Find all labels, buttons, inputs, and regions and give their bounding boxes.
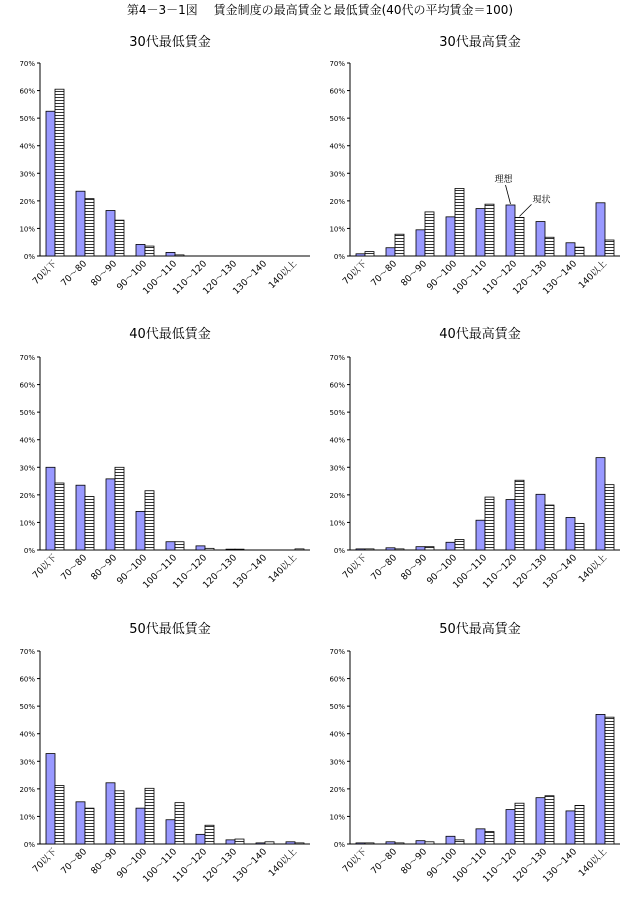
category-label: 80～90 — [89, 847, 120, 877]
bar-hatched — [365, 549, 374, 550]
bar-hatched — [455, 540, 464, 550]
y-tick-label: 60% — [329, 87, 345, 96]
annotation-label-ideal: 理想 — [494, 174, 513, 185]
category-label: 120～130 — [201, 847, 240, 885]
bar-solid — [46, 111, 55, 256]
bar-solid — [46, 467, 55, 550]
bar-solid — [596, 714, 605, 844]
category-label: 100～110 — [141, 847, 180, 885]
bar-hatched — [145, 246, 154, 256]
bar-hatched — [545, 505, 554, 550]
bar-hatched — [395, 549, 404, 550]
bar-solid — [356, 843, 365, 844]
bar-solid — [196, 546, 205, 550]
y-tick-label: 20% — [19, 197, 35, 206]
category-label: 110～120 — [481, 553, 520, 591]
bar-solid — [356, 549, 365, 550]
bar-hatched — [85, 808, 94, 844]
bar-hatched — [55, 89, 64, 256]
bar-hatched — [575, 805, 584, 844]
y-tick-label: 10% — [19, 225, 35, 234]
bar-hatched — [575, 247, 584, 256]
y-tick-label: 60% — [329, 675, 345, 684]
chart-panel — [19, 326, 310, 591]
category-label: 120～130 — [511, 847, 550, 885]
category-label: 100～110 — [451, 259, 490, 297]
category-label: 90～100 — [425, 259, 460, 293]
y-tick-label: 40% — [329, 142, 345, 151]
category-label: 70以下 — [341, 259, 370, 287]
category-label: 80～90 — [399, 259, 430, 289]
y-tick-label: 0% — [23, 841, 35, 849]
bar-hatched — [365, 252, 374, 256]
bar-solid — [536, 798, 545, 844]
bar-solid — [136, 808, 145, 844]
category-label: 130～140 — [541, 553, 580, 591]
category-label: 120～130 — [201, 259, 240, 297]
bar-solid — [76, 802, 85, 844]
y-tick-label: 50% — [329, 115, 345, 124]
annotation-label-current: 現状 — [532, 195, 551, 206]
category-label: 80～90 — [399, 847, 430, 877]
bar-hatched — [55, 786, 64, 844]
y-tick-label: 10% — [19, 813, 35, 822]
category-label: 110～120 — [171, 259, 210, 297]
bar-solid — [416, 230, 425, 256]
y-tick-label: 0% — [23, 547, 35, 555]
category-label: 140以上 — [267, 553, 300, 586]
bar-solid — [596, 203, 605, 256]
y-tick-label: 20% — [19, 785, 35, 794]
bar-solid — [286, 842, 295, 844]
bar-hatched — [175, 803, 184, 844]
category-label: 90～100 — [115, 259, 150, 293]
bar-hatched — [395, 843, 404, 844]
y-tick-label: 30% — [19, 464, 35, 473]
bar-hatched — [115, 791, 124, 844]
y-tick-label: 0% — [23, 253, 35, 261]
chart-title: 30代最低賃金 — [129, 35, 211, 50]
chart-title: 40代最高賃金 — [439, 327, 521, 342]
category-label: 140以上 — [577, 259, 610, 292]
y-tick-label: 10% — [329, 813, 345, 822]
bar-hatched — [365, 843, 374, 844]
bar-solid — [166, 820, 175, 844]
bar-solid — [166, 542, 175, 550]
bar-solid — [386, 548, 395, 550]
y-tick-label: 20% — [329, 197, 345, 206]
category-label: 70以下 — [31, 259, 60, 287]
bar-hatched — [205, 548, 214, 550]
bar-hatched — [235, 839, 244, 844]
category-label: 140以上 — [267, 259, 300, 292]
category-label: 120～130 — [511, 553, 550, 591]
bar-hatched — [515, 480, 524, 550]
bar-hatched — [145, 788, 154, 844]
category-label: 70～80 — [369, 553, 400, 583]
bar-hatched — [485, 204, 494, 256]
category-label: 130～140 — [231, 847, 270, 885]
bar-solid — [136, 511, 145, 550]
bar-hatched — [145, 491, 154, 550]
chart-title: 30代最高賃金 — [439, 35, 521, 50]
chart-title: 50代最高賃金 — [439, 622, 521, 637]
bar-solid — [506, 810, 515, 844]
annotation-pointer — [520, 204, 532, 216]
bar-hatched — [485, 832, 494, 844]
bar-solid — [446, 542, 455, 550]
category-label: 130～140 — [541, 259, 580, 297]
y-tick-label: 30% — [19, 170, 35, 179]
bar-hatched — [395, 234, 404, 256]
category-label: 70以下 — [31, 553, 60, 581]
category-label: 120～130 — [201, 553, 240, 591]
category-label: 110～120 — [171, 553, 210, 591]
y-tick-label: 60% — [19, 381, 35, 390]
category-label: 130～140 — [231, 553, 270, 591]
bar-hatched — [425, 547, 434, 550]
bar-solid — [386, 842, 395, 844]
bar-hatched — [545, 796, 554, 844]
y-tick-label: 30% — [329, 170, 345, 179]
bar-solid — [356, 254, 365, 256]
y-tick-label: 10% — [19, 519, 35, 528]
annotation-pointer — [506, 185, 511, 204]
bar-hatched — [295, 843, 304, 844]
category-label: 80～90 — [399, 553, 430, 583]
bar-solid — [446, 836, 455, 844]
y-tick-label: 40% — [19, 436, 35, 445]
bar-hatched — [515, 803, 524, 844]
bar-solid — [106, 479, 115, 550]
bar-solid — [596, 458, 605, 550]
category-label: 140以上 — [577, 553, 610, 586]
y-tick-label: 60% — [329, 381, 345, 390]
category-label: 100～110 — [451, 847, 490, 885]
category-label: 90～100 — [115, 847, 150, 881]
y-tick-label: 50% — [19, 115, 35, 124]
bar-hatched — [205, 825, 214, 844]
y-tick-label: 20% — [329, 785, 345, 794]
bar-hatched — [455, 188, 464, 256]
bar-hatched — [115, 467, 124, 550]
category-label: 140以上 — [577, 847, 610, 880]
category-label: 100～110 — [451, 553, 490, 591]
bar-solid — [566, 811, 575, 844]
y-tick-label: 70% — [19, 60, 35, 68]
y-tick-label: 50% — [329, 703, 345, 712]
bar-solid — [476, 520, 485, 550]
bar-solid — [386, 248, 395, 256]
bar-solid — [256, 843, 265, 844]
bar-solid — [416, 841, 425, 844]
bar-solid — [106, 211, 115, 256]
y-tick-label: 70% — [19, 354, 35, 362]
y-tick-label: 50% — [19, 409, 35, 418]
bar-hatched — [55, 483, 64, 550]
bar-solid — [566, 243, 575, 256]
y-tick-label: 30% — [329, 758, 345, 767]
bar-hatched — [545, 237, 554, 256]
y-tick-label: 70% — [329, 354, 345, 362]
y-tick-label: 10% — [329, 519, 345, 528]
bar-solid — [76, 485, 85, 550]
bar-hatched — [605, 240, 614, 256]
category-label: 110～120 — [481, 847, 520, 885]
bar-solid — [226, 840, 235, 844]
bar-hatched — [85, 199, 94, 256]
category-label: 140以上 — [267, 847, 300, 880]
category-label: 80～90 — [89, 259, 120, 289]
category-label: 70～80 — [369, 259, 400, 289]
bar-hatched — [605, 717, 614, 844]
bar-hatched — [485, 497, 494, 550]
chart-title: 40代最低賃金 — [129, 327, 211, 342]
bar-hatched — [85, 497, 94, 550]
y-tick-label: 70% — [329, 648, 345, 656]
bar-solid — [136, 244, 145, 256]
y-tick-label: 40% — [19, 142, 35, 151]
chart-title: 50代最低賃金 — [129, 622, 211, 637]
chart-panel — [19, 34, 310, 297]
bar-solid — [166, 252, 175, 256]
category-label: 90～100 — [425, 847, 460, 881]
y-tick-label: 0% — [333, 841, 345, 849]
y-tick-label: 10% — [329, 225, 345, 234]
bar-solid — [76, 191, 85, 256]
bar-solid — [226, 549, 235, 550]
category-label: 100～110 — [141, 259, 180, 297]
bar-solid — [506, 500, 515, 550]
chart-panel — [19, 621, 310, 885]
bar-hatched — [175, 255, 184, 256]
y-tick-label: 20% — [19, 491, 35, 500]
category-label: 70～80 — [59, 553, 90, 583]
chart-panel — [329, 326, 620, 591]
bar-solid — [106, 783, 115, 844]
y-tick-label: 70% — [19, 648, 35, 656]
bar-solid — [416, 547, 425, 550]
category-label: 70以下 — [341, 553, 370, 581]
bar-hatched — [455, 840, 464, 844]
category-label: 90～100 — [115, 553, 150, 587]
category-label: 110～120 — [171, 847, 210, 885]
category-label: 70以下 — [31, 847, 60, 875]
bar-solid — [536, 222, 545, 256]
bar-solid — [566, 517, 575, 550]
bar-hatched — [515, 217, 524, 256]
category-label: 70以下 — [341, 847, 370, 875]
y-tick-label: 30% — [329, 464, 345, 473]
category-label: 70～80 — [369, 847, 400, 877]
category-label: 110～120 — [481, 259, 520, 297]
bar-solid — [476, 209, 485, 256]
bar-hatched — [175, 542, 184, 550]
bar-hatched — [425, 212, 434, 256]
category-label: 120～130 — [511, 259, 550, 297]
y-tick-label: 70% — [329, 60, 345, 68]
category-label: 130～140 — [541, 847, 580, 885]
bar-solid — [46, 754, 55, 844]
y-tick-label: 50% — [329, 409, 345, 418]
y-tick-label: 40% — [329, 436, 345, 445]
y-tick-label: 50% — [19, 703, 35, 712]
bar-solid — [196, 834, 205, 844]
chart-panel — [329, 34, 620, 297]
bar-solid — [536, 494, 545, 550]
category-label: 70～80 — [59, 259, 90, 289]
bar-hatched — [115, 220, 124, 256]
y-tick-label: 60% — [19, 87, 35, 96]
y-tick-label: 0% — [333, 253, 345, 261]
y-tick-label: 40% — [329, 730, 345, 739]
category-label: 80～90 — [89, 553, 120, 583]
bar-hatched — [295, 549, 304, 550]
y-tick-label: 0% — [333, 547, 345, 555]
figure-title: 第4－3－1図 賃金制度の最高賃金と最低賃金(40代の平均賃金＝100) — [126, 3, 514, 17]
chart-panel — [329, 621, 620, 885]
bar-solid — [476, 829, 485, 844]
bar-hatched — [235, 549, 244, 550]
y-tick-label: 20% — [329, 491, 345, 500]
y-tick-label: 40% — [19, 730, 35, 739]
bar-solid — [506, 205, 515, 256]
bar-solid — [446, 217, 455, 256]
y-tick-label: 30% — [19, 758, 35, 767]
category-label: 100～110 — [141, 553, 180, 591]
category-label: 90～100 — [425, 553, 460, 587]
category-label: 70～80 — [59, 847, 90, 877]
bar-hatched — [605, 485, 614, 550]
y-tick-label: 60% — [19, 675, 35, 684]
bar-hatched — [575, 524, 584, 550]
bar-hatched — [265, 842, 274, 844]
category-label: 130～140 — [231, 259, 270, 297]
charts-layer — [19, 34, 620, 885]
bar-hatched — [425, 842, 434, 844]
